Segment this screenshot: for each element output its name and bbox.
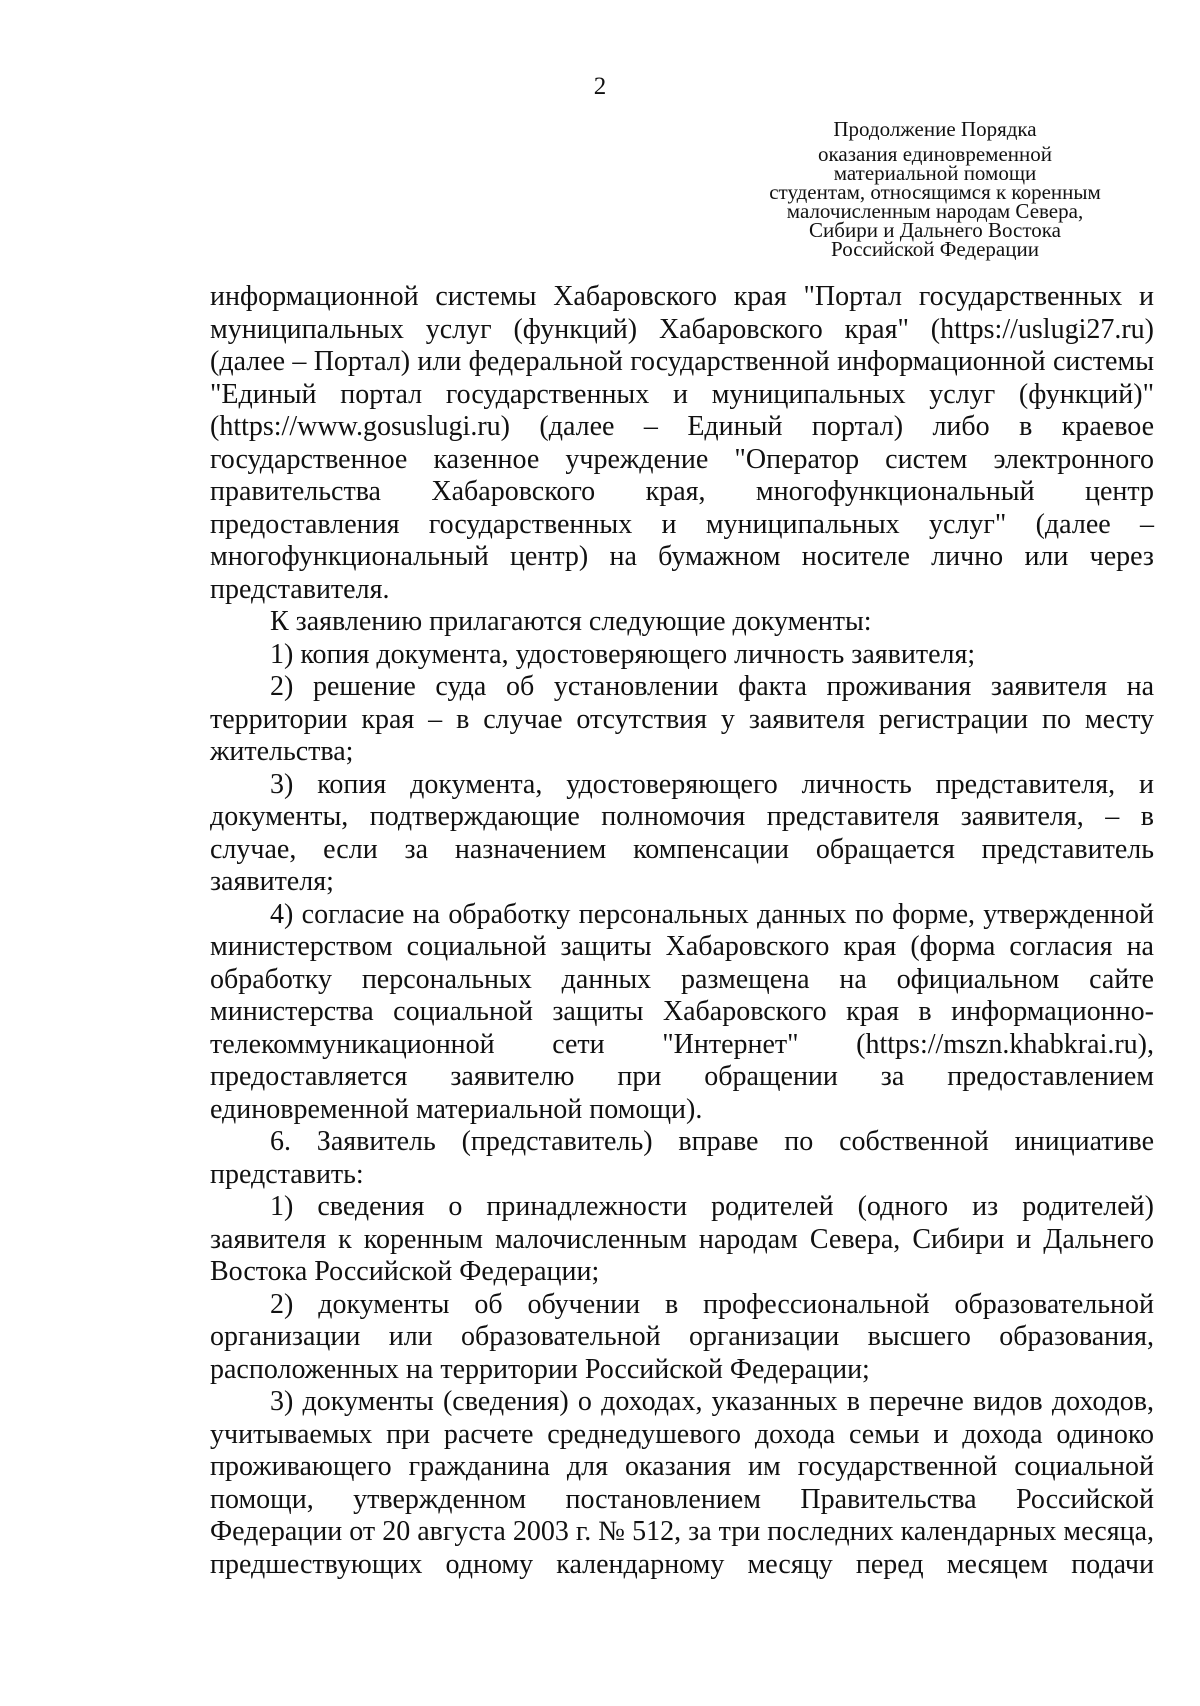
appendix-header-line: малочисленным народам Севера,: [786, 199, 1084, 223]
list-item-6-2: 2) документы об обучении в профессиональной образовательной организации или образовательной организации высшего образования, расположенных на территории Российской Федерации;: [210, 1288, 1154, 1385]
appendix-header-line: оказания единовременной: [818, 142, 1052, 166]
list-item-6-3: 3) документы (сведения) о доходах, указанных в перечне видов доходов, учитываемых при расчете среднедушевого дохода семьи и дохода одиноко проживающего гражданина для оказания им государственной социальной помощи, утвержденном постановлением Правительства Российской Федерации от 20 августа 2003 г. № 512, за три последних календарных месяца, предшествующих одному календарному месяцу перед месяцем подачи: [210, 1386, 1154, 1580]
paragraph-attachments-intro: К заявлению прилагаются следующие документы:: [270, 606, 872, 637]
paragraph-continuation: информационной системы Хабаровского края "Портал государственных и муниципальных услуг (функций) Хабаровского края" (https://uslugi27.ru) (далее – Портал) или федеральной государственной информационной системы "Единый портал государственных и муниципальных услуг (функций)" (https://www.gosuslugi.ru) (далее – Единый портал) либо в краевое государственное казенное учреждение "Оператор систем электронного правительства Хабаровского края, многофункциональный центр предоставления государственных и муниципальных услуг" (далее – многофункциональный центр) на бумажном носителе лично или через представителя.: [210, 281, 1154, 605]
appendix-header: [750, 117, 1120, 261]
list-item-1: 1) копия документа, удостоверяющего личность заявителя;: [270, 638, 976, 670]
appendix-header-line: Российской Федерации: [831, 237, 1039, 261]
list-item-2: 2) решение суда об установлении факта проживания заявителя на территории края – в случае отсутствия у заявителя регистрации по месту жительства;: [210, 671, 1154, 767]
document-body: [210, 281, 1154, 1581]
page-number: 2: [593, 73, 607, 100]
list-item-3: 3) копия документа, удостоверяющего личность представителя, и документы, подтверждающие полномочия представителя заявителя, – в случае, если за назначением компенсации обращается представитель заявителя;: [210, 768, 1154, 897]
appendix-header-line: Сибири и Дальнего Востока: [809, 218, 1061, 242]
appendix-header-line: Продолжение Порядка: [833, 117, 1037, 141]
appendix-header-line: материальной помощи: [833, 161, 1037, 185]
list-item-4: 4) согласие на обработку персональных данных по форме, утвержденной министерством социальной защиты Хабаровского края (форма согласия на обработку персональных данных размещена на официальном сайте министерства социальной защиты Хабаровского края в информационно-телекоммуникационной сети "Интернет" (https://mszn.khabkrai.ru), предоставляется заявителю при обращении за предоставлением единовременной материальной помощи).: [210, 898, 1154, 1125]
appendix-header-line: студентам, относящимся к коренным: [769, 180, 1101, 204]
list-item-6-1: 1) сведения о принадлежности родителей (одного из родителей) заявителя к коренным малочисленным народам Севера, Сибири и Дальнего Востока Российской Федерации;: [210, 1191, 1154, 1287]
paragraph-clause-6: 6. Заявитель (представитель) вправе по собственной инициативе представить:: [210, 1126, 1154, 1190]
